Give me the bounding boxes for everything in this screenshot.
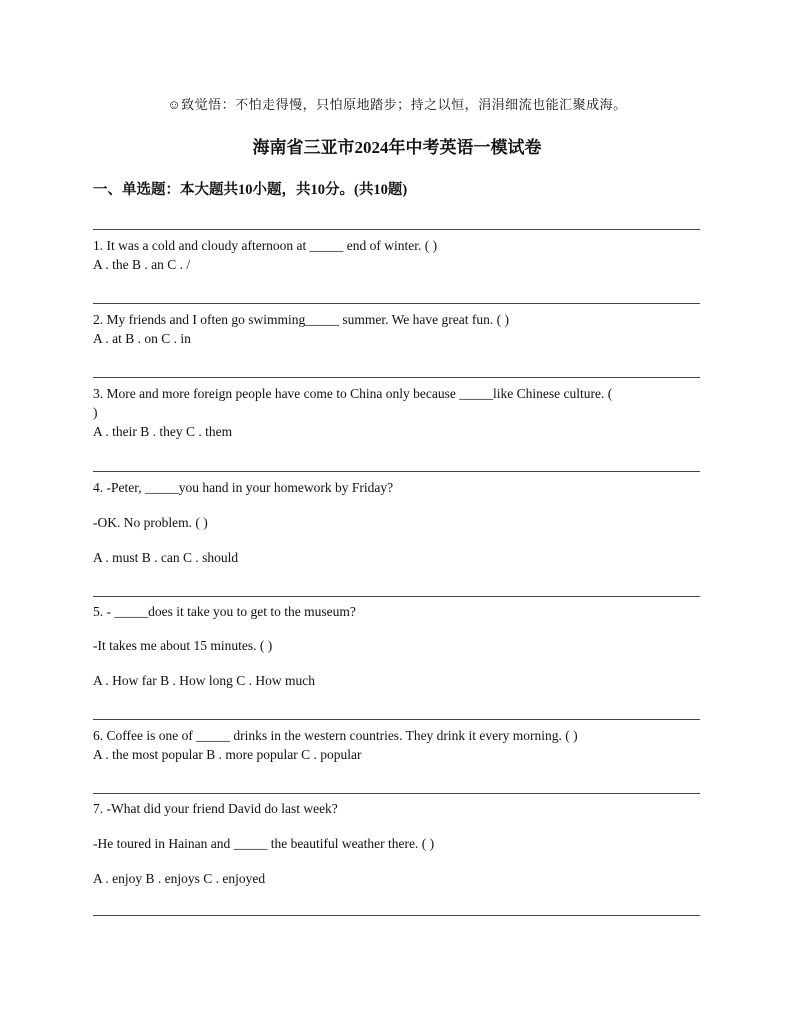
- question-options: A . at B . on C . in: [93, 331, 191, 346]
- question-options: A . their B . they C . them: [93, 424, 233, 439]
- question-stem-continued: -OK. No problem. ( ): [93, 515, 208, 530]
- question-5: [93, 602, 700, 690]
- question-stem: 5. - _____does it take you to get to the museum?: [93, 604, 356, 619]
- question-2: [93, 310, 700, 348]
- question-3: [93, 384, 700, 441]
- question-options: A . must B . can C . should: [93, 550, 239, 565]
- question-6: [93, 726, 700, 764]
- divider: [93, 229, 700, 230]
- question-stem-continued: ): [93, 405, 98, 420]
- divider: [93, 915, 700, 916]
- question-stem: 4. -Peter, _____you hand in your homework by Friday?: [93, 480, 394, 495]
- question-1: [93, 236, 700, 274]
- divider: [93, 719, 700, 720]
- question-7: [93, 799, 700, 888]
- question-stem: 3. More and more foreign people have come to China only because _____like Chinese culture. (: [93, 386, 613, 401]
- question-options: A . the most popular B . more popular C . popular: [93, 747, 362, 762]
- question-options: A . enjoy B . enjoys C . enjoyed: [93, 871, 266, 886]
- divider: [93, 303, 700, 304]
- question-stem-continued: -It takes me about 15 minutes. ( ): [93, 638, 273, 653]
- page-title: 海南省三亚市2024年中考英语一模试卷: [252, 138, 542, 157]
- divider: [93, 596, 700, 597]
- question-stem: 7. -What did your friend David do last week?: [93, 801, 338, 816]
- motto-text: ☺致觉悟：不怕走得慢，只怕原地踏步；持之以恒，涓涓细流也能汇聚成海。: [167, 97, 627, 112]
- question-options: A . How far B . How long C . How much: [93, 673, 315, 688]
- divider: [93, 471, 700, 472]
- question-stem: 6. Coffee is one of _____ drinks in the western countries. They drink it every morning. ( ): [93, 728, 578, 743]
- section-heading: 一、单选题：本大题共10小题，共10分。(共10题): [93, 182, 408, 198]
- question-stem: 1. It was a cold and cloudy afternoon at _____ end of winter. ( ): [93, 238, 438, 253]
- divider: [93, 793, 700, 794]
- question-4: [93, 478, 700, 567]
- question-stem: 2. My friends and I often go swimming_____ summer. We have great fun. ( ): [93, 312, 509, 327]
- divider: [93, 377, 700, 378]
- question-options: A . the B . an C . /: [93, 257, 191, 272]
- question-stem-continued: -He toured in Hainan and _____ the beautiful weather there. ( ): [93, 836, 435, 851]
